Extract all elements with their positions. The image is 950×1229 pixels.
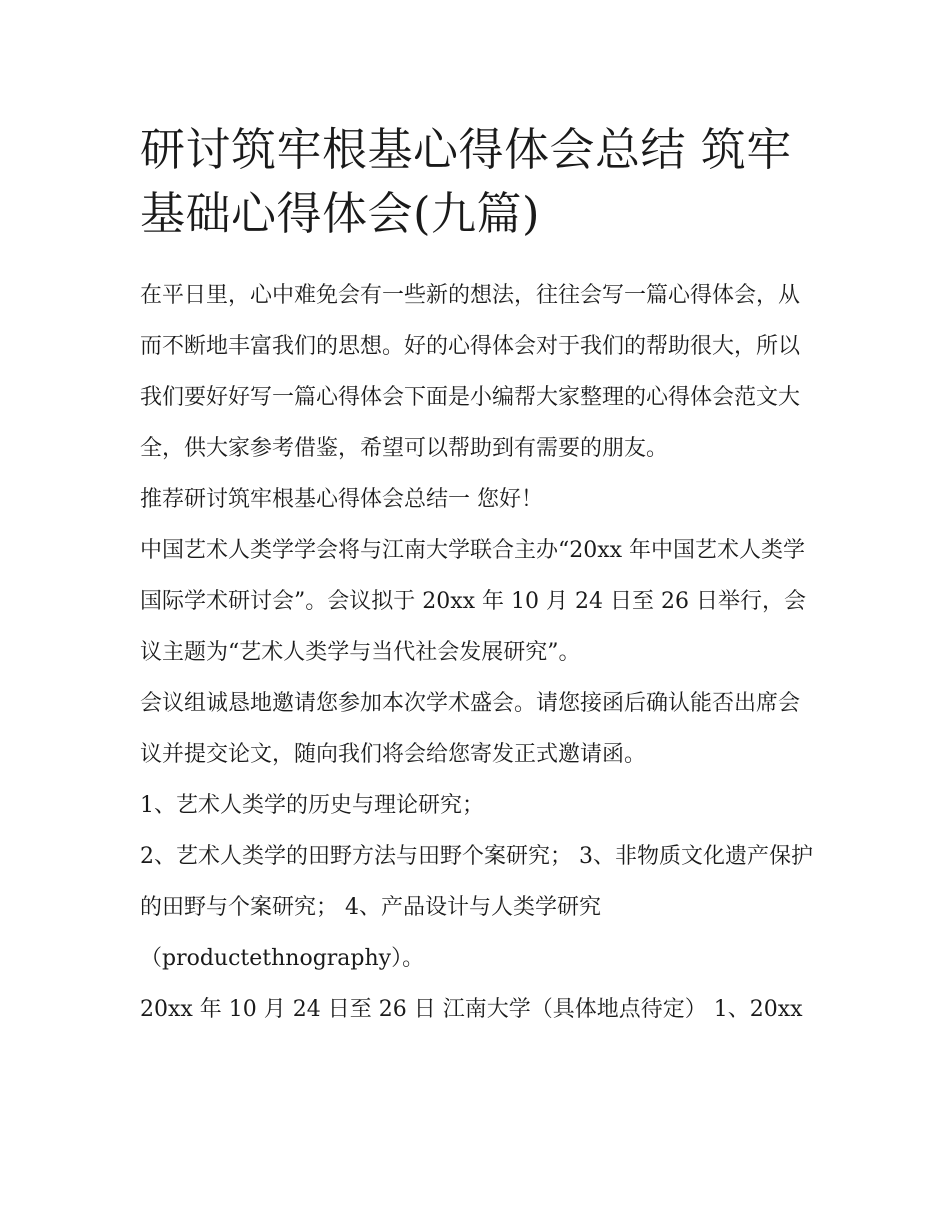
topic-item-1: 1、艺术人类学的历史与理论研究； xyxy=(140,793,484,818)
document-title: 研讨筑牢根基心得体会总结 筑牢基础心得体会(九篇) xyxy=(140,123,792,240)
recommend-heading: 推荐研讨筑牢根基心得体会总结一 您好！ xyxy=(140,487,543,512)
document-page xyxy=(140,118,820,1035)
conference-paragraph: 中国艺术人类学学会将与江南大学联合主办“20xx 年中国艺术人类学国际学术研讨会”。会议拟于 20xx 年 10 月 24 日至 26 日举行，会议主题为“艺术人类学与当代社会发展研究”。 xyxy=(140,538,806,665)
invitation-paragraph: 会议组诚恳地邀请您参加本次学术盛会。请您接函后确认能否出席会议并提交论文，随向我们将会给您寄发正式邀请函。 xyxy=(140,691,801,767)
intro-paragraph: 在平日里，心中难免会有一些新的想法，往往会写一篇心得体会，从而不断地丰富我们的思想。好的心得体会对于我们的帮助很大，所以我们要好好写一篇心得体会下面是小编帮大家整理的心得体会范文大全，供大家参考借鉴，希望可以帮助到有需要的朋友。 xyxy=(140,283,801,461)
topic-items-2-4: 2、艺术人类学的田野方法与田野个案研究； 3、非物质文化遗产保护的田野与个案研究； 4、产品设计与人类学研究（productethnography）。 xyxy=(140,844,813,971)
date-location-paragraph: 20xx 年 10 月 24 日至 26 日 江南大学（具体地点待定） 1、20xx xyxy=(140,997,803,1022)
